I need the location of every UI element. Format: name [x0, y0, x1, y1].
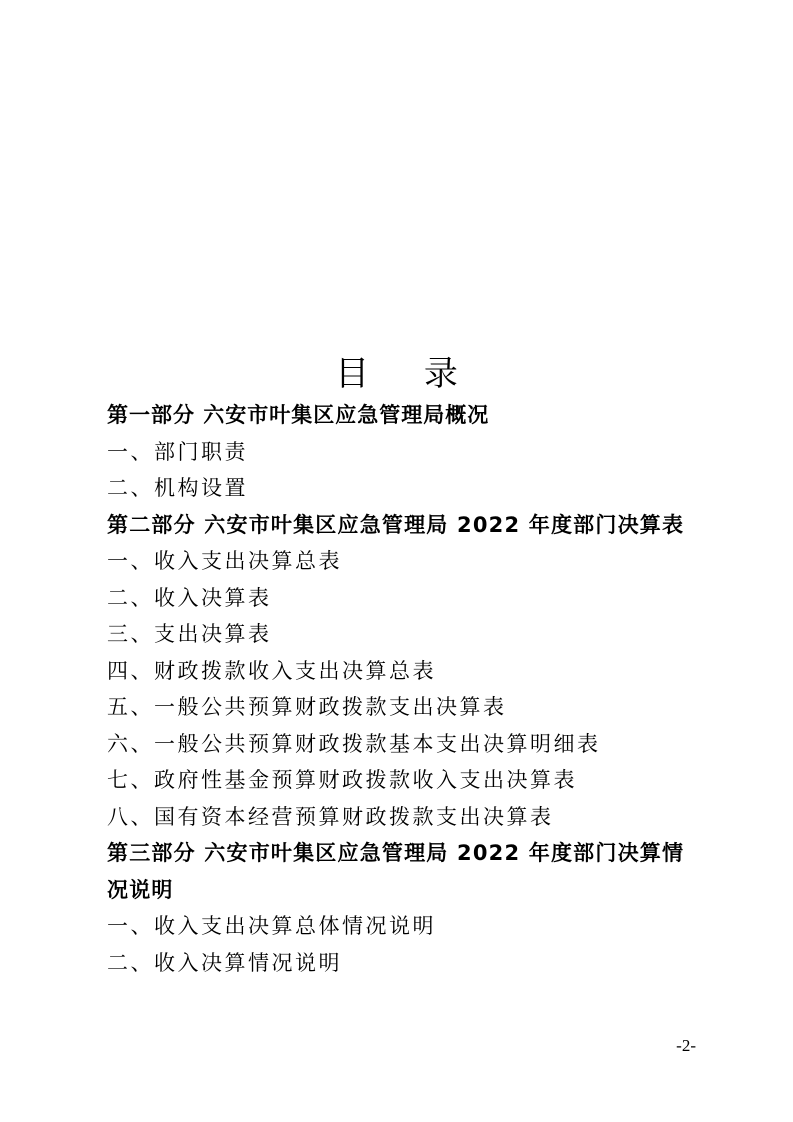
- toc-item: 一、部门职责: [107, 439, 248, 464]
- toc-item: 三、支出决算表: [107, 622, 272, 646]
- toc-item: 四、财政拨款收入支出决算总表: [107, 658, 436, 683]
- page-number: -2-: [676, 1036, 696, 1055]
- toc-item: 六、一般公共预算财政拨款基本支出决算明细表: [107, 731, 601, 756]
- table-of-contents: [107, 397, 697, 981]
- toc-part-3-heading: 第三部分 六安市叶集区应急管理局 2022 年度部门决算情况说明: [107, 841, 685, 902]
- page-title: 目 录: [335, 354, 480, 394]
- toc-item: 一、收入支出决算总表: [107, 549, 342, 573]
- toc-item: 二、机构设置: [107, 476, 248, 500]
- toc-item: 二、收入决算表: [107, 585, 272, 610]
- toc-part-1-heading: 第一部分 六安市叶集区应急管理局概况: [107, 403, 490, 427]
- toc-item: 七、政府性基金预算财政拨款收入支出决算表: [107, 768, 577, 792]
- toc-item: 一、收入支出决算总体情况说明: [107, 914, 436, 938]
- toc-item: 五、一般公共预算财政拨款支出决算表: [107, 695, 507, 719]
- toc-item: 八、国有资本经营预算财政拨款支出决算表: [107, 804, 554, 829]
- toc-part-2-heading: 第二部分 六安市叶集区应急管理局 2022 年度部门决算表: [107, 512, 685, 537]
- toc-item: 二、收入决算情况说明: [107, 950, 342, 975]
